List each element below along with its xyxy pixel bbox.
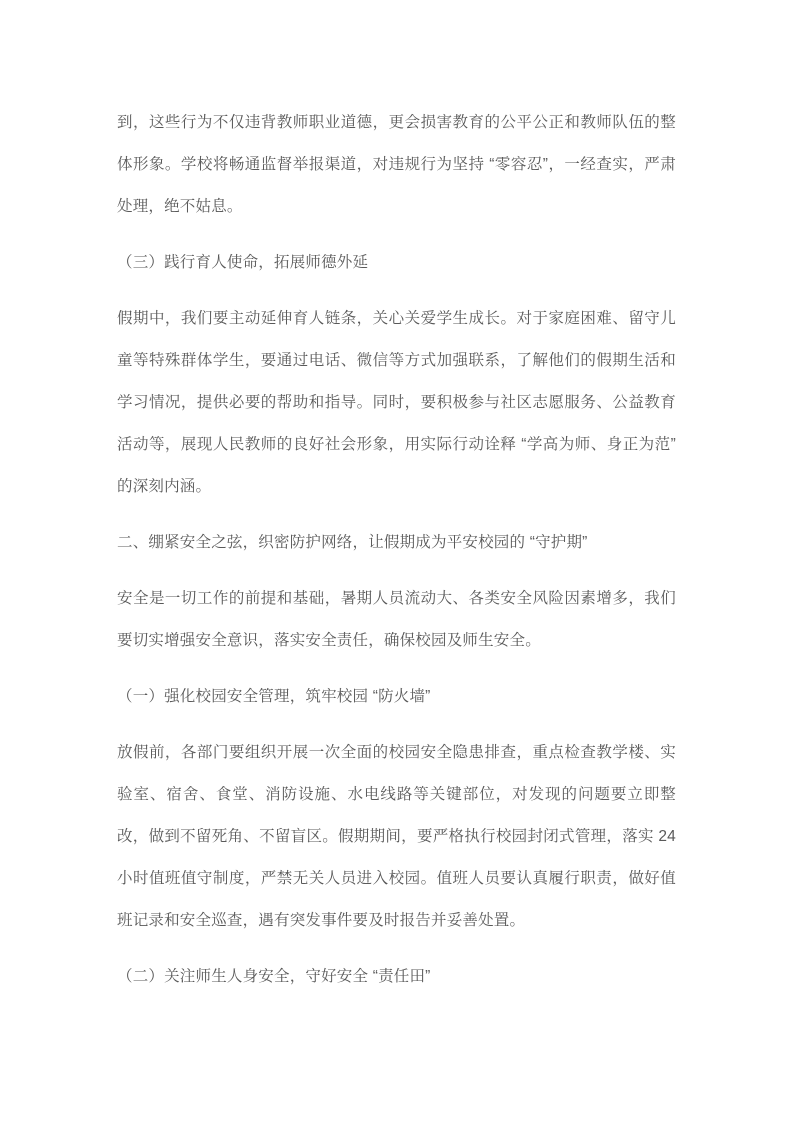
document-content xyxy=(117,102,676,1012)
section-heading-teacher-ethics: （三）践行育人使命，拓展师德外延 xyxy=(117,254,369,271)
body-paragraph: 到，这些行为不仅违背教师职业道德，更会损害教育的公平公正和教师队伍的整体形象。学校将畅通监督举报渠道，对违规行为坚持 “零容忍”，一经查实，严肃处理，绝不姑息。 xyxy=(117,114,676,215)
body-paragraph: 放假前，各部门要组织开展一次全面的校园安全隐患排查，重点检查教学楼、实验室、宿舍、食堂、消防设施、水电线路等关键部位，对发现的问题要立即整改，做到不留死角、不留盲区。假期期间，要严格执行校园封闭式管理，落实 24 小时值班值守制度，严禁无关人员进入校园。值班人员要认真履行职责，做好值班记录和安全巡查，遇有突发事件要及时报告并妥善处置。 xyxy=(117,744,676,929)
section-heading-personal-safety: （二）关注师生人身安全，守好安全 “责任田” xyxy=(117,968,431,985)
body-paragraph: 安全是一切工作的前提和基础，暑期人员流动大、各类安全风险因素增多，我们要切实增强安全意识，落实安全责任，确保校园及师生安全。 xyxy=(117,590,676,649)
body-paragraph: 假期中，我们要主动延伸育人链条，关心关爱学生成长。对于家庭困难、留守儿童等特殊群体学生，要通过电话、微信等方式加强联系，了解他们的假期生活和学习情况，提供必要的帮助和指导。同时，要积极参与社区志愿服务、公益教育活动等，展现人民教师的良好社会形象，用实际行动诠释 “学高为师、身正为范” 的深刻内涵。 xyxy=(117,310,676,495)
section-heading-campus-management: （一）强化校园安全管理，筑牢校园 “防火墙” xyxy=(117,688,431,705)
section-heading-safety: 二、绷紧安全之弦，织密防护网络，让假期成为平安校园的 “守护期” xyxy=(117,534,588,551)
